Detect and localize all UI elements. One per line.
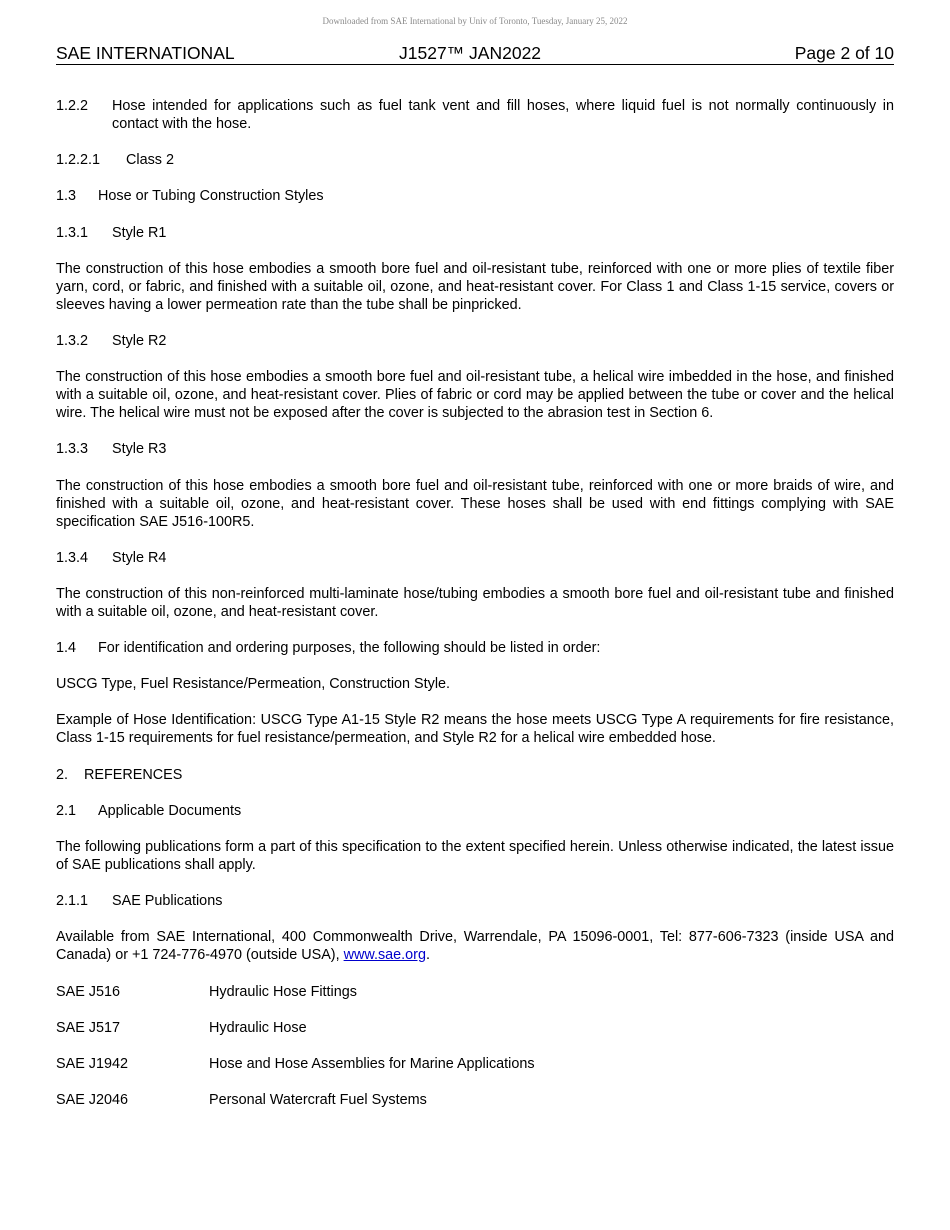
section-1-3-2-text: The construction of this hose embodies a smooth bore fuel and oil-resistant tube, a helical wire imbedded in the hose, and finished with a suitable oil, ozone, and heat-resistant cover. Plies of fabric or cord may be applied between the tube or cover and the helical wire. The helical wire must not be exposed after the cover is subjected to the abrasion test in Section 6. [56, 369, 894, 422]
section-title: For identification and ordering purposes, the following should be listed in order: [98, 640, 601, 657]
reference-title: Personal Watercraft Fuel Systems [209, 1092, 427, 1109]
section-title: Hose or Tubing Construction Styles [98, 188, 324, 205]
header-document-id: J1527™ JAN2022 [399, 43, 542, 63]
section-title: Style R1 [112, 224, 167, 241]
section-1-3-3-heading [56, 440, 894, 458]
section-1-4-list-text: USCG Type, Fuel Resistance/Permeation, Construction Style. [56, 676, 451, 693]
reference-code: SAE J2046 [56, 1092, 129, 1109]
reference-row [56, 983, 894, 1001]
section-number: 2.1 [56, 802, 77, 819]
section-number: 2. [56, 766, 69, 783]
section-title: Style R3 [112, 441, 167, 458]
section-2-1-heading [56, 802, 894, 820]
reference-row [56, 1055, 894, 1073]
sae-website-link[interactable]: www.sae.org [343, 947, 426, 964]
section-number: 1.3 [56, 188, 77, 205]
reference-code: SAE J1942 [56, 1056, 129, 1073]
section-number: 1.3.4 [56, 549, 89, 566]
reference-row [56, 1019, 894, 1037]
section-text: Hose intended for applications such as fuel tank vent and fill hoses, where liquid fuel is not normally continuously in contact with the hose. [112, 98, 894, 132]
section-2-1-1-text [56, 928, 894, 964]
section-title: Class 2 [126, 152, 174, 169]
section-number: 1.2.2.1 [56, 152, 101, 169]
header-page-number: Page 2 of 10 [794, 43, 894, 63]
section-number: 1.3.3 [56, 441, 89, 458]
section-number: 1.2.2 [56, 98, 89, 114]
section-title: Applicable Documents [98, 802, 242, 819]
section-number: 1.3.2 [56, 332, 89, 349]
section-number: 1.3.1 [56, 224, 89, 241]
reference-code: SAE J516 [56, 983, 120, 1000]
section-1-2-2 [56, 97, 894, 133]
section-1-3-2-heading [56, 332, 894, 350]
document-body [56, 97, 894, 1128]
section-1-3-4-text: The construction of this non-reinforced multi-laminate hose/tubing embodies a smooth bore fuel and oil-resistant tube and finished with a suitable oil, ozone, and heat-resistant cover. [56, 585, 894, 620]
reference-row [56, 1091, 894, 1109]
download-watermark: Downloaded from SAE International by Univ of Toronto, Tuesday, January 25, 2022 [322, 16, 628, 26]
section-2-heading [56, 766, 894, 784]
section-number: 1.4 [56, 640, 77, 657]
reference-title: Hydraulic Hose Fittings [209, 983, 357, 1000]
section-1-3-3-text: The construction of this hose embodies a smooth bore fuel and oil-resistant tube, reinforced with one or more braids of wire, and finished with a suitable oil, ozone, and heat-resistant cover. These hoses shall be used with end fittings complying with SAE specification SAE J516-100R5. [56, 477, 894, 530]
availability-text: Available from SAE International, 400 Commonwealth Drive, Warrendale, PA 15096-0001, Tel: 877-606-7323 (inside USA and Canada) or +1 724-776-4970 (outside USA), [56, 929, 894, 964]
section-title: Style R2 [112, 332, 167, 349]
section-1-3-1-heading [56, 224, 894, 242]
reference-code: SAE J517 [56, 1019, 120, 1036]
section-2-1-text: The following publications form a part of this specification to the extent specified herein. Unless otherwise indicated, the latest issue of SAE publications shall apply. [56, 839, 894, 873]
section-title: REFERENCES [84, 766, 183, 783]
section-title: Style R4 [112, 549, 167, 566]
section-1-2-2-1-heading [56, 151, 894, 169]
section-1-4-example: Example of Hose Identification: USCG Type A1-15 Style R2 means the hose meets USCG Type A requirements for fire resistance, Class 1-15 requirements for fuel resistance/permeation, and Style R2 for a helical wire embedded hose. [56, 712, 894, 747]
header-organization: SAE INTERNATIONAL [56, 43, 235, 63]
section-1-3-1-text: The construction of this hose embodies a smooth bore fuel and oil-resistant tube, reinforced with one or more plies of textile fiber yarn, cord, or fabric, and finished with a suitable oil, ozone, and heat-resistant cover. For Class 1 and Class 1-15 service, covers or sleeves having a lower permeation rate than the tube shall be pinpricked. [56, 260, 894, 313]
reference-title: Hose and Hose Assemblies for Marine Applications [209, 1056, 535, 1073]
section-1-3-4-heading [56, 549, 894, 567]
section-number: 2.1.1 [56, 893, 89, 910]
availability-period: . [425, 947, 430, 964]
page-header [56, 43, 894, 65]
section-title: SAE Publications [112, 893, 223, 910]
reference-title: Hydraulic Hose [209, 1019, 307, 1036]
section-2-1-1-heading [56, 892, 894, 910]
section-1-4-heading [56, 639, 894, 657]
section-1-3-heading [56, 187, 894, 205]
